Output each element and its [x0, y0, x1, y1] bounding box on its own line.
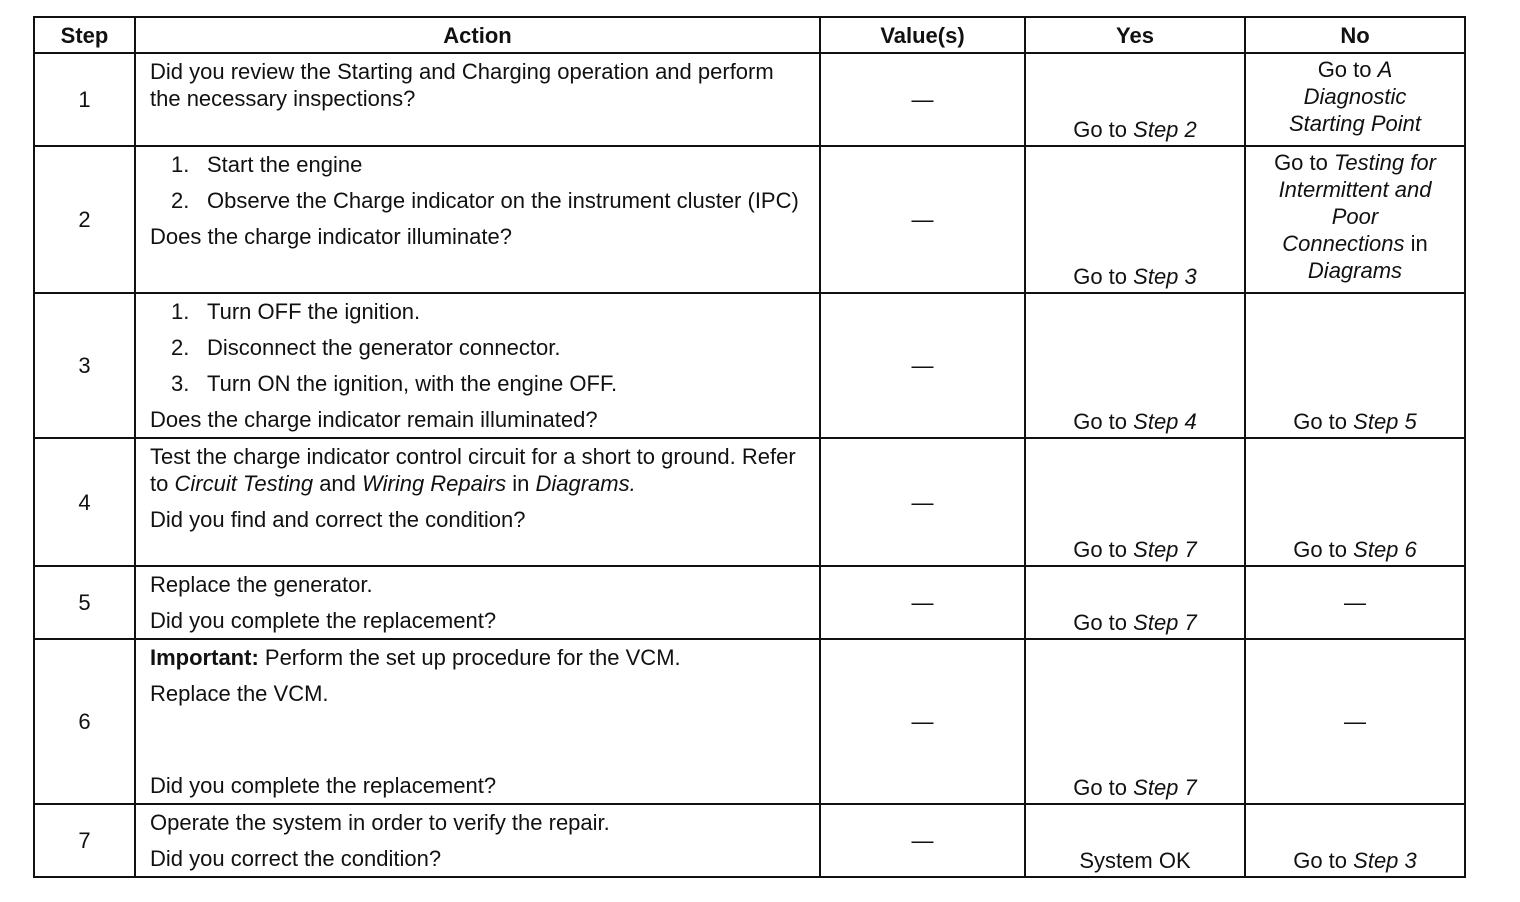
table-row-step-2: [34, 146, 1465, 293]
header-step: Step: [34, 17, 135, 53]
step-number: 1: [34, 53, 135, 146]
value-cell: [820, 146, 1025, 293]
step-number: 7: [34, 804, 135, 877]
no-cell: [1245, 804, 1465, 877]
no-cell: [1245, 438, 1465, 566]
list-item: 1. Turn OFF the ignition.: [171, 299, 421, 324]
action-cell: [135, 566, 820, 639]
no-cell: [1245, 566, 1465, 639]
yes-step-ref: Step 7: [1133, 775, 1197, 800]
step-number: 3: [34, 293, 135, 438]
question-text: Did you complete the replacement?: [150, 773, 497, 798]
no-ref-b: Diagnostic: [1303, 84, 1407, 109]
action-cell: [135, 146, 820, 293]
no-ref-a: A: [1377, 57, 1393, 82]
step-number: 6: [34, 639, 135, 804]
action-text: Replace the VCM.: [150, 681, 329, 706]
yes-system-ok: System OK: [1079, 848, 1191, 873]
value-cell: [820, 639, 1025, 804]
list-item: 3. Turn ON the ignition, with the engine OFF.: [171, 371, 618, 396]
yes-go-to: Go to: [1073, 409, 1128, 434]
yes-go-to: Go to: [1073, 264, 1128, 289]
question-text: Does the charge indicator remain illuminated?: [150, 407, 598, 432]
diagnostic-table: [33, 16, 1466, 878]
no-go-to: Go to: [1293, 537, 1348, 562]
header-row: [34, 17, 1465, 53]
no-ref-c: Poor: [1331, 204, 1379, 229]
value-dash: —: [911, 87, 934, 112]
yes-step-ref: Step 2: [1133, 117, 1197, 142]
yes-step-ref: Step 7: [1133, 610, 1197, 635]
value-dash: —: [911, 353, 934, 378]
action-cell: [135, 53, 820, 146]
action-text: Operate the system in order to verify the repair.: [150, 810, 610, 835]
no-ref-d: Connections: [1282, 231, 1405, 256]
question-text: Did you complete the replacement?: [150, 608, 497, 633]
yes-cell: [1025, 566, 1245, 639]
yes-cell: [1025, 53, 1245, 146]
action-text: Did you review the Starting and Charging operation and perform the necessary inspections?: [150, 59, 774, 111]
value-cell: [820, 438, 1025, 566]
no-cell: [1245, 53, 1465, 146]
value-dash: —: [911, 590, 934, 615]
yes-cell: [1025, 438, 1245, 566]
yes-cell: [1025, 639, 1245, 804]
no-cell: [1245, 639, 1465, 804]
important-note: Important: Perform the set up procedure for the VCM.: [150, 645, 681, 670]
question-text: Did you correct the condition?: [150, 846, 442, 871]
table-row-step-1: [34, 53, 1465, 146]
yes-step-ref: Step 7: [1133, 537, 1197, 562]
value-dash: —: [911, 207, 934, 232]
question-text: Does the charge indicator illuminate?: [150, 224, 512, 249]
value-dash: —: [911, 709, 934, 734]
no-cell: [1245, 146, 1465, 293]
table-row-step-3: [34, 293, 1465, 438]
header-values: Value(s): [820, 17, 1025, 53]
value-cell: [820, 804, 1025, 877]
action-text: Test the charge indicator control circuit for a short to ground. Refer to Circuit Testing and Wiring Repairs in Diagrams.: [150, 444, 796, 496]
question-text: Did you find and correct the condition?: [150, 507, 526, 532]
header-action: Action: [135, 17, 820, 53]
no-cell: [1245, 293, 1465, 438]
action-cell: [135, 804, 820, 877]
no-go-to: Go to: [1274, 150, 1328, 175]
no-step-ref: Step 6: [1353, 537, 1417, 562]
list-item: 2. Observe the Charge indicator on the instrument cluster (IPC): [171, 188, 799, 213]
value-cell: [820, 566, 1025, 639]
yes-go-to: Go to: [1073, 537, 1128, 562]
no-step-ref: Step 3: [1353, 848, 1417, 873]
action-cell: [135, 293, 820, 438]
yes-cell: [1025, 146, 1245, 293]
step-number: 2: [34, 146, 135, 293]
no-dash: —: [1344, 709, 1366, 734]
table-row-step-4: [34, 438, 1465, 566]
no-dash: —: [1344, 590, 1366, 615]
no-ref-a: Testing for: [1334, 150, 1436, 175]
header-yes: Yes: [1025, 17, 1245, 53]
step-number: 4: [34, 438, 135, 566]
value-dash: —: [911, 828, 934, 853]
value-dash: —: [911, 489, 934, 515]
header-no: No: [1245, 17, 1465, 53]
step-number: 5: [34, 566, 135, 639]
action-text: Replace the generator.: [150, 572, 373, 597]
yes-step-ref: Step 4: [1133, 409, 1197, 434]
value-cell: [820, 53, 1025, 146]
yes-go-to: Go to: [1073, 610, 1128, 635]
no-go-to: Go to: [1293, 848, 1348, 873]
yes-cell: [1025, 293, 1245, 438]
no-ref-in: in: [1410, 231, 1428, 256]
action-cell: [135, 639, 820, 804]
no-step-ref: Step 5: [1353, 409, 1417, 434]
yes-go-to: Go to: [1073, 775, 1128, 800]
no-go-to: Go to: [1317, 57, 1372, 82]
action-cell: [135, 438, 820, 566]
table-row-step-5: [34, 566, 1465, 639]
table-row-step-7: [34, 804, 1465, 877]
yes-cell: [1025, 804, 1245, 877]
list-item: 1. Start the engine: [171, 152, 363, 177]
table-row-step-6: [34, 639, 1465, 804]
value-cell: [820, 293, 1025, 438]
no-go-to: Go to: [1293, 409, 1348, 434]
no-ref-c: Starting Point: [1288, 111, 1422, 136]
yes-step-ref: Step 3: [1133, 264, 1197, 289]
yes-go-to: Go to: [1073, 117, 1128, 142]
no-ref-e: Diagrams: [1307, 258, 1403, 283]
list-item: 2. Disconnect the generator connector.: [171, 335, 561, 360]
no-ref-b: Intermittent and: [1278, 177, 1432, 202]
